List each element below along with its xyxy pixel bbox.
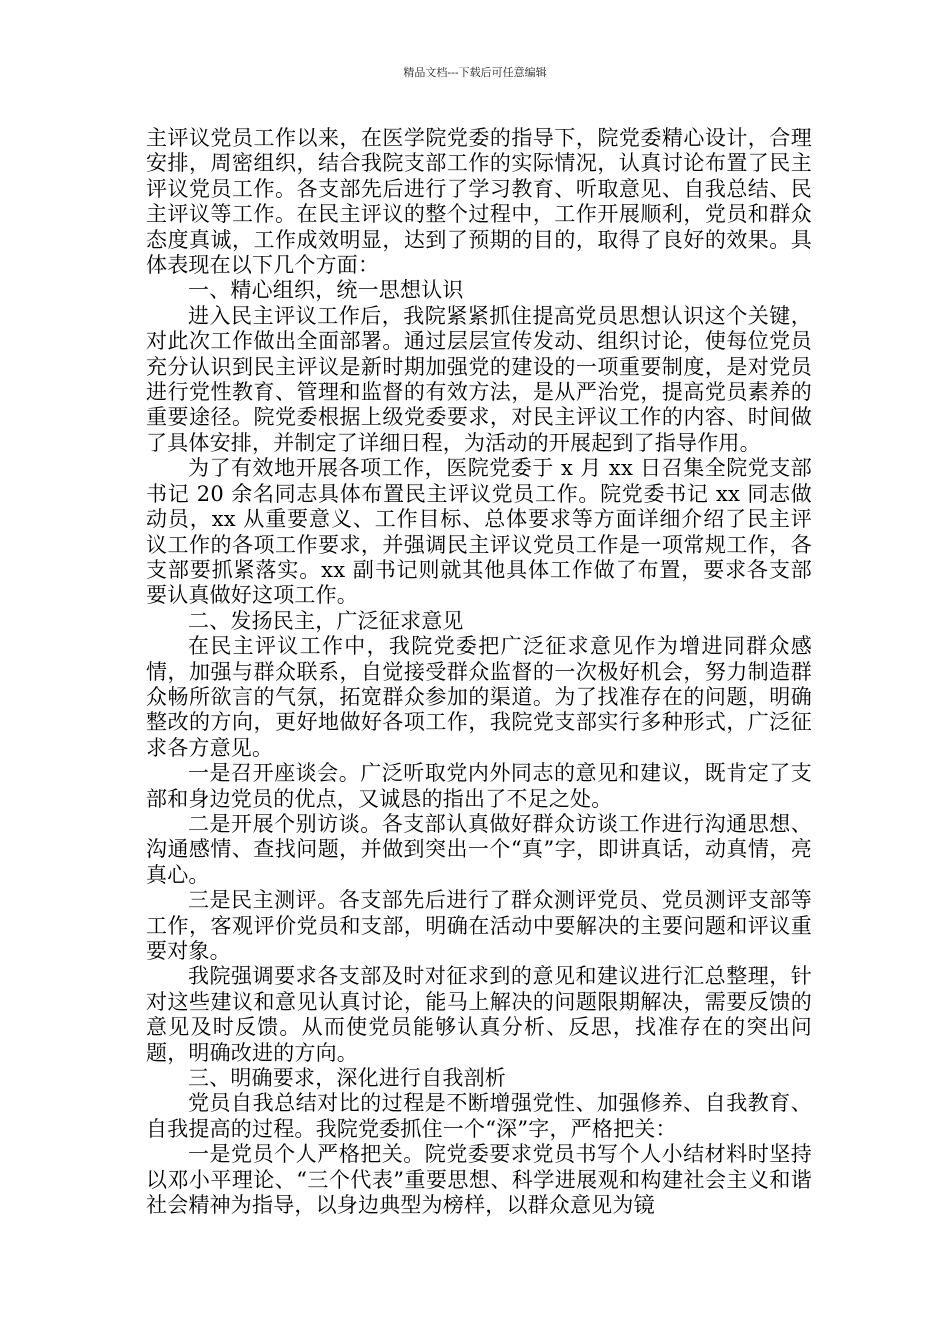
- paragraph: 一是党员个人严格把关。院党委要求党员书写个人小结材料时坚持以邓小平理论、“三个代表”重要思想、科学进展观和构建社会主义和谐社会精神为指导，以身边典型为榜样，以群众意见为镜: [146, 1142, 812, 1218]
- document-body: [146, 126, 812, 1218]
- section-heading-2: 二、发扬民主，广泛征求意见: [188, 608, 464, 633]
- paragraph: 党员自我总结对比的过程是不断增强党性、加强修养、自我教育、自我提高的过程。我院党委抓住一个“深”字，严格把关：: [146, 1091, 812, 1141]
- paragraph: 为了有效地开展各项工作，医院党委于 x 月 xx 日召集全院党支部书记 20 余名同志具体布置民主评议党员工作。院党委书记 xx 同志做动员，xx 从重要意义、工作目标、总体要求等方面详细介绍了民主评议工作的各项工作要求，并强调民主评议党员工作是一项常规工作，各支部要抓紧落实。xx 副书记则就其他具体工作做了布置，要求各支部要认真做好这项工作。: [146, 456, 812, 608]
- paragraph: 我院强调要求各支部及时对征求到的意见和建议进行汇总整理，针对这些建议和意见认真讨论，能马上解决的问题限期解决，需要反馈的意见及时反馈。从而使党员能够认真分析、反思，找准存在的突出问题，明确改进的方向。: [146, 964, 812, 1065]
- paragraph: 一是召开座谈会。广泛听取党内外同志的意见和建议，既肯定了支部和身边党员的优点，又诚恳的指出了不足之处。: [146, 761, 812, 811]
- section-heading-1: 一、精心组织，统一思想认识: [188, 278, 464, 303]
- paragraph-intro: 主评议党员工作以来，在医学院党委的指导下，院党委精心设计，合理安排，周密组织，结合我院支部工作的实际情况，认真讨论布置了民主评议党员工作。各支部先后进行了学习教育、听取意见、自我总结、民主评议等工作。在民主评议的整个过程中，工作开展顺利，党员和群众态度真诚，工作成效明显，达到了预期的目的，取得了良好的效果。具体表现在以下几个方面：: [146, 126, 812, 278]
- paragraph: 二是开展个别访谈。各支部认真做好群众访谈工作进行沟通思想、沟通感情、查找问题，并做到突出一个“真”字，即讲真话，动真情，亮真心。: [146, 811, 812, 887]
- paragraph: 三是民主测评。各支部先后进行了群众测评党员、党员测评支部等工作，客观评价党员和支部，明确在活动中要解决的主要问题和评议重要对象。: [146, 888, 812, 963]
- paragraph: 在民主评议工作中，我院党委把广泛征求意见作为增进同群众感情，加强与群众联系，自觉接受群众监督的一次极好机会，努力制造群众畅所欲言的气氛，拓宽群众参加的渠道。为了找准存在的问题，明确整改的方向，更好地做好各项工作，我院党支部实行多种形式，广泛征求各方意见。: [146, 634, 812, 760]
- section-heading-3: 三、明确要求，深化进行自我剖析: [188, 1066, 506, 1091]
- page-header: 精品文档---下载后可任意编辑: [403, 66, 547, 79]
- paragraph: 进入民主评议工作后，我院紧紧抓住提高党员思想认识这个关键，对此次工作做出全面部署。通过层层宣传发动、组织讨论，使每位党员充分认识到民主评议是新时期加强党的建设的一项重要制度，是对党员进行党性教育、管理和监督的有效方法，是从严治党，提高党员素养的重要途径。院党委根据上级党委要求，对民主评议工作的内容、时间做了具体安排，并制定了详细日程，为活动的开展起到了指导作用。: [146, 303, 812, 455]
